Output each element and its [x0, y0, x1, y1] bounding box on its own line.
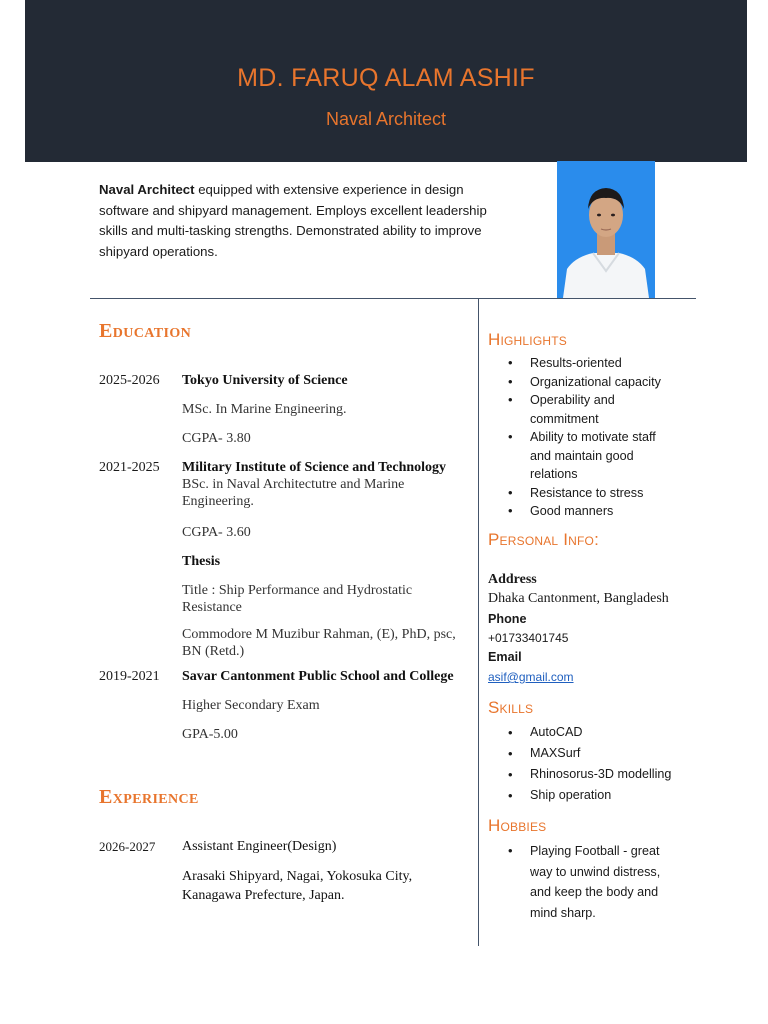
skills-heading: Skills: [488, 698, 534, 717]
highlight-item: • Operability and commitment: [488, 391, 650, 428]
experience-company-1: Arasaki Shipyard, Nagai, Yokosuka City, Kanagawa Prefecture, Japan.: [182, 869, 413, 903]
divider-vertical: [478, 298, 479, 946]
highlight-item: • Resistance to stress: [488, 484, 688, 503]
skill-item: • MAXSurf: [488, 743, 688, 764]
highlights-heading: Highlights: [488, 330, 567, 349]
skill-item: • Rhinosorus-3D modelling: [488, 764, 688, 785]
email-link[interactable]: asif@gmail.com: [488, 670, 574, 684]
highlight-item: • Results-oriented: [488, 354, 688, 373]
skill-item: • AutoCAD: [488, 722, 688, 743]
experience-role-1: Assistant Engineer(Design): [182, 839, 337, 854]
hobby-item: • Playing Football - great way to unwind distress, and keep the body and mind sharp.: [488, 841, 670, 923]
profile-summary: [99, 180, 491, 262]
education-institution-3: Savar Cantonment Public School and College: [182, 669, 454, 684]
phone-value: +01733401745: [488, 631, 569, 645]
education-degree-3: Higher Secondary Exam: [182, 698, 320, 713]
education-grade-1: CGPA- 3.80: [182, 431, 251, 446]
education-institution-2: Military Institute of Science and Technology: [182, 460, 447, 475]
thesis-title: Title : Ship Performance and Hydrostatic Resistance: [182, 583, 413, 615]
skills-list: [488, 722, 688, 806]
hobbies-heading: Hobbies: [488, 816, 547, 835]
address-label: Address: [488, 572, 537, 587]
summary-lead: Naval Architect: [99, 182, 195, 197]
personal-info-heading: Personal Info:: [488, 530, 599, 549]
highlight-item: • Ability to motivate staff and maintain good relations: [488, 428, 680, 484]
skill-item: • Ship operation: [488, 785, 688, 806]
hobbies-list: [488, 841, 688, 923]
email-label: Email: [488, 650, 522, 664]
address-value: Dhaka Cantonment, Bangladesh: [488, 591, 669, 606]
header-banner: [25, 0, 747, 162]
person-name: MD. FARUQ ALAM ASHIF: [237, 64, 535, 92]
education-years-2: 2021-2025: [99, 460, 160, 475]
divider-horizontal: [90, 298, 696, 299]
education-grade-3: GPA-5.00: [182, 727, 238, 742]
education-institution-1: Tokyo University of Science: [182, 373, 348, 388]
profile-photo: [557, 161, 655, 298]
education-years-1: 2025-2026: [99, 373, 160, 388]
thesis-label: Thesis: [182, 554, 221, 569]
portrait-illustration: [557, 161, 655, 298]
education-grade-2: CGPA- 3.60: [182, 525, 251, 540]
highlights-list: [488, 354, 688, 521]
education-years-3: 2019-2021: [99, 669, 160, 684]
summary-text: equipped with extensive experience in design software and shipyard management. Employs excellent leadership skills and multi-tasking strengths. Demonstrated ability to improve shipyard operations.: [99, 182, 487, 259]
education-heading: Education: [99, 320, 192, 342]
thesis-supervisor: Commodore M Muzibur Rahman, (E), PhD, psc, BN (Retd.): [182, 627, 456, 659]
experience-years-1: 2026-2027: [99, 839, 156, 854]
education-degree-2: BSc. in Naval Architectutre and Marine Engineering.: [182, 477, 405, 509]
job-title: Naval Architect: [325, 109, 447, 129]
highlight-item: • Organizational capacity: [488, 373, 688, 392]
education-degree-1: MSc. In Marine Engineering.: [182, 402, 347, 417]
phone-label: Phone: [488, 612, 527, 626]
experience-heading: Experience: [99, 786, 199, 808]
highlight-item: • Good manners: [488, 502, 688, 521]
